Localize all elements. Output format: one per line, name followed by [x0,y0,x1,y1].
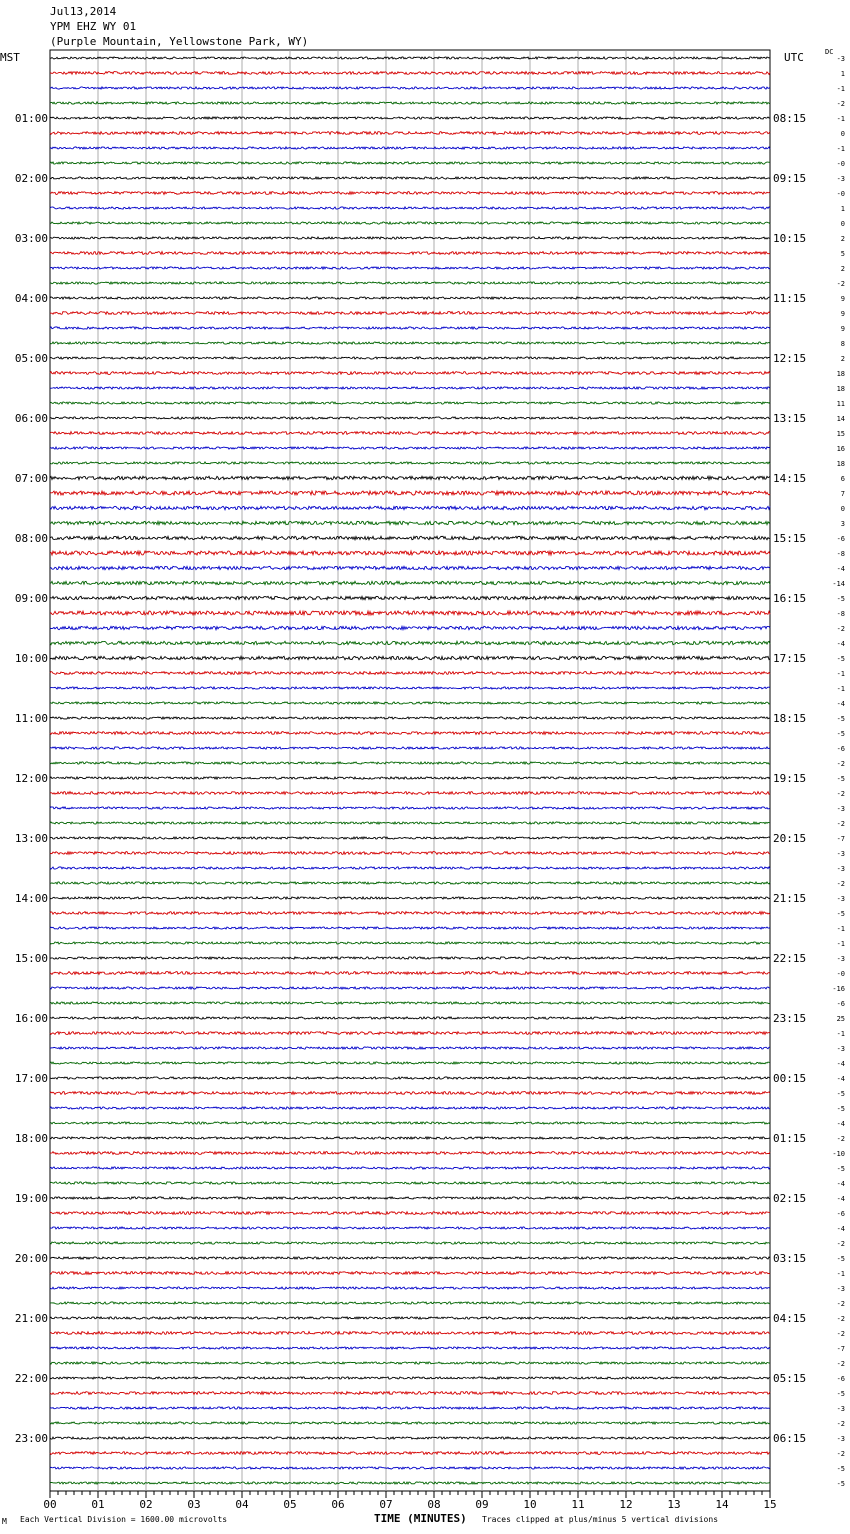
seismic-trace [50,641,770,644]
dc-offset-value: -10 [832,1150,845,1158]
dc-offset-value: -0 [836,190,845,198]
dc-offset-value: 8 [840,340,845,348]
dc-offset-value: -2 [836,880,845,888]
dc-offset-value: 18 [836,385,845,393]
left-hour-label: 01:00 [14,112,48,125]
dc-offset-value: 2 [840,265,845,273]
dc-offset-value: -5 [836,910,845,918]
seismic-trace [50,476,770,479]
seismic-trace [50,1422,770,1424]
dc-offset-value: 15 [836,430,845,438]
x-tick-label: 05 [283,1498,297,1511]
corner-mark: M [2,1517,7,1526]
scale-note: Each Vertical Division = 1600.00 microvolts [20,1515,228,1524]
seismic-trace [50,1077,770,1079]
dc-offset-value: -4 [836,565,845,573]
seismic-trace [50,732,770,735]
dc-offset-value: 2 [840,355,845,363]
plot-date: Jul13,2014 [50,5,117,18]
seismic-trace [50,822,770,824]
right-hour-label: 13:15 [773,412,807,425]
dc-offset-value: -5 [836,1090,845,1098]
seismic-trace [50,432,770,435]
left-hour-label: 09:00 [14,592,48,605]
right-hour-label: 21:15 [773,892,807,905]
seismic-trace [50,1452,770,1455]
seismic-trace [50,1092,770,1095]
left-hour-label: 03:00 [14,232,48,245]
dc-offset-value: -14 [832,580,845,588]
dc-offset-value: -1 [836,1030,845,1038]
x-axis-title: TIME (MINUTES) [374,1512,467,1525]
dc-offset-value: -2 [836,820,845,828]
seismic-trace [50,1272,770,1275]
dc-offset-value: -3 [836,1435,845,1443]
left-hour-label: 08:00 [14,532,48,545]
x-tick-label: 00 [43,1498,57,1511]
dc-offset-value: -3 [836,805,845,813]
seismic-trace [50,837,770,839]
x-tick-label: 12 [619,1498,633,1511]
seismic-trace [50,957,770,959]
seismic-trace [50,312,770,315]
seismic-trace [50,852,770,855]
dc-offset-value: -5 [836,1105,845,1113]
dc-offset-value: -1 [836,670,845,678]
dc-offset-value: -3 [836,175,845,183]
left-hour-label: 17:00 [14,1072,48,1085]
station-location: (Purple Mountain, Yellowstone Park, WY) [50,35,309,48]
seismic-trace [50,117,770,119]
seismic-trace [50,147,770,149]
seismic-trace [50,402,770,404]
seismic-trace [50,1407,770,1409]
seismic-trace [50,747,770,749]
seismic-trace [50,1182,770,1184]
dc-offset-value: -2 [836,1240,845,1248]
seismic-trace [50,102,770,104]
seismic-trace [50,1482,770,1484]
dc-offset-value: -5 [836,775,845,783]
dc-offset-value: -5 [836,715,845,723]
right-hour-label: 16:15 [773,592,807,605]
left-hour-label: 07:00 [14,472,48,485]
dc-offset-value: 9 [840,325,845,333]
seismic-trace [50,447,770,449]
right-hour-label: 10:15 [773,232,807,245]
dc-offset-value: -2 [836,1420,845,1428]
seismic-trace [50,521,770,524]
x-tick-label: 15 [763,1498,777,1511]
right-hour-label: 03:15 [773,1252,807,1265]
seismic-trace [50,491,770,495]
dc-offset-value: -4 [836,1075,845,1083]
dc-offset-value: -3 [836,895,845,903]
seismic-trace [50,551,770,555]
dc-offset-value: -5 [836,1465,845,1473]
seismic-trace [50,972,770,975]
seismic-trace [50,596,770,599]
x-tick-label: 13 [667,1498,681,1511]
right-hour-label: 02:15 [773,1192,807,1205]
right-hour-label: 00:15 [773,1072,807,1085]
seismic-trace [50,462,770,464]
plot-frame [50,50,770,1491]
seismic-trace [50,717,770,719]
right-hour-label: 08:15 [773,112,807,125]
dc-offset-value: -3 [836,1405,845,1413]
seismic-trace [50,1122,770,1124]
seismic-trace [50,1167,770,1169]
x-tick-label: 06 [331,1498,345,1511]
station-code: YPM EHZ WY 01 [50,20,137,33]
left-hour-label: 15:00 [14,952,48,965]
dc-offset-value: 3 [840,520,845,528]
seismic-trace [50,687,770,689]
seismic-trace [50,867,770,869]
seismic-trace [50,1332,770,1335]
seismic-trace [50,927,770,929]
left-hour-label: 19:00 [14,1192,48,1205]
dc-offset-value: 0 [840,220,845,228]
dc-offset-value: -4 [836,1120,845,1128]
dc-offset-value: -4 [836,1060,845,1068]
dc-offset-value: -3 [836,1285,845,1293]
left-hour-label: 05:00 [14,352,48,365]
seismic-trace [50,1197,770,1199]
dc-offset-value: -3 [836,1045,845,1053]
dc-offset-value: 6 [840,475,845,483]
dc-offset-value: -2 [836,790,845,798]
x-tick-label: 03 [187,1498,201,1511]
seismic-trace [50,626,770,629]
dc-offset-value: -5 [836,1255,845,1263]
seismic-trace [50,777,770,779]
dc-offset-value: -3 [836,55,845,63]
right-hour-label: 20:15 [773,832,807,845]
seismic-trace [50,1212,770,1215]
seismic-trace [50,387,770,389]
right-hour-label: 14:15 [773,472,807,485]
seismic-trace [50,87,770,89]
seismic-trace [50,72,770,75]
left-hour-label: 10:00 [14,652,48,665]
dc-offset-value: -5 [836,1165,845,1173]
left-hour-label: 02:00 [14,172,48,185]
seismic-trace [50,942,770,944]
seismic-trace [50,897,770,899]
dc-offset-value: -1 [836,145,845,153]
seismic-trace [50,1242,770,1244]
left-hour-label: 11:00 [14,712,48,725]
left-hour-label: 06:00 [14,412,48,425]
clip-note: Traces clipped at plus/minus 5 vertical divisions [482,1515,719,1524]
dc-offset-value: -4 [836,700,845,708]
seismic-trace [50,762,770,764]
seismic-trace [50,566,770,569]
seismic-trace [50,222,770,224]
dc-offset-value: -2 [836,1315,845,1323]
dc-offset-value: -1 [836,685,845,693]
x-tick-label: 02 [139,1498,153,1511]
dc-offset-value: -5 [836,1480,845,1488]
dc-offset-value: 7 [840,490,845,498]
seismic-trace [50,1107,770,1109]
dc-offset-value: 25 [836,1015,845,1023]
dc-offset-value: -2 [836,1135,845,1143]
seismic-trace [50,987,770,989]
dc-offset-value: -2 [836,760,845,768]
seismic-trace [50,882,770,884]
right-hour-label: 05:15 [773,1372,807,1385]
seismic-trace [50,1047,770,1049]
seismic-trace [50,792,770,795]
dc-offset-value: -6 [836,1375,845,1383]
dc-offset-value: -2 [836,100,845,108]
seismic-trace [50,1302,770,1304]
seismic-trace [50,1017,770,1019]
dc-offset-value: -3 [836,955,845,963]
dc-offset-value: -6 [836,1210,845,1218]
dc-offset-value: -4 [836,1180,845,1188]
dc-offset-value: -1 [836,940,845,948]
x-tick-label: 09 [475,1498,489,1511]
seismic-trace [50,132,770,135]
x-tick-label: 14 [715,1498,729,1511]
seismic-trace [50,1467,770,1469]
dc-offset-value: -0 [836,970,845,978]
right-hour-label: 17:15 [773,652,807,665]
seismic-trace [50,1437,770,1439]
left-timezone-label: MST [0,51,20,64]
right-hour-label: 23:15 [773,1012,807,1025]
dc-offset-value: -1 [836,1270,845,1278]
dc-offset-value: -7 [836,835,845,843]
seismic-trace [50,207,770,209]
left-hour-label: 18:00 [14,1132,48,1145]
seismic-trace [50,656,770,659]
seismic-trace [50,1392,770,1395]
right-hour-label: 12:15 [773,352,807,365]
seismic-trace [50,1137,770,1139]
dc-offset-value: 0 [840,505,845,513]
dc-offset-value: -2 [836,1300,845,1308]
dc-offset-value: -2 [836,1450,845,1458]
seismic-trace [50,1347,770,1349]
dc-offset-value: -1 [836,85,845,93]
seismic-trace [50,807,770,809]
left-hour-label: 20:00 [14,1252,48,1265]
dc-offset-value: -2 [836,625,845,633]
seismic-trace [50,297,770,299]
dc-offset-value: -8 [836,550,845,558]
seismic-trace [50,237,770,239]
dc-offset-value: -5 [836,730,845,738]
seismic-trace [50,1062,770,1064]
x-tick-label: 10 [523,1498,537,1511]
dc-offset-value: 9 [840,295,845,303]
right-hour-label: 19:15 [773,772,807,785]
seismic-trace [50,1227,770,1229]
seismic-trace [50,912,770,915]
left-hour-label: 14:00 [14,892,48,905]
left-hour-label: 04:00 [14,292,48,305]
seismic-trace [50,581,770,584]
seismic-trace [50,611,770,615]
seismic-trace [50,536,770,539]
seismic-trace [50,372,770,375]
seismic-trace [50,252,770,255]
seismic-trace [50,267,770,269]
dc-offset-value: -3 [836,850,845,858]
seismic-trace [50,506,770,509]
seismic-trace [50,357,770,359]
dc-offset-value: -5 [836,655,845,663]
dc-offset-value: 1 [840,70,845,78]
left-hour-label: 16:00 [14,1012,48,1025]
seismic-trace [50,1317,770,1319]
seismic-trace [50,417,770,419]
seismic-trace [50,282,770,284]
seismic-trace [50,1257,770,1259]
right-hour-label: 22:15 [773,952,807,965]
right-timezone-label: UTC [784,51,804,64]
dc-offset-value: -5 [836,595,845,603]
dc-offset-value: 0 [840,130,845,138]
seismic-trace [50,672,770,675]
right-hour-label: 01:15 [773,1132,807,1145]
dc-offset-value: -4 [836,1225,845,1233]
seismic-trace [50,342,770,344]
x-tick-label: 11 [571,1498,585,1511]
right-hour-label: 15:15 [773,532,807,545]
left-hour-label: 22:00 [14,1372,48,1385]
right-hour-label: 09:15 [773,172,807,185]
dc-offset-value: -2 [836,280,845,288]
dc-offset-value: -3 [836,865,845,873]
seismic-trace [50,1032,770,1035]
dc-offset-value: 5 [840,250,845,258]
seismic-trace [50,702,770,704]
x-tick-label: 07 [379,1498,393,1511]
right-hour-label: 18:15 [773,712,807,725]
dc-offset-value: -4 [836,1195,845,1203]
dc-offset-value: -4 [836,640,845,648]
dc-offset-value: -7 [836,1345,845,1353]
dc-offset-value: -6 [836,535,845,543]
dc-offset-value: 16 [836,445,845,453]
dc-offset-header: DC [825,48,834,56]
dc-offset-value: -2 [836,1330,845,1338]
x-tick-label: 04 [235,1498,249,1511]
seismic-trace [50,1377,770,1379]
seismic-trace [50,162,770,164]
dc-offset-value: -2 [836,1360,845,1368]
dc-offset-value: 9 [840,310,845,318]
left-hour-label: 23:00 [14,1432,48,1445]
dc-offset-value: -6 [836,1000,845,1008]
dc-offset-value: 11 [836,400,845,408]
right-hour-label: 06:15 [773,1432,807,1445]
seismic-trace [50,1362,770,1364]
dc-offset-value: 18 [836,370,845,378]
dc-offset-value: -16 [832,985,845,993]
x-tick-label: 08 [427,1498,441,1511]
right-hour-label: 11:15 [773,292,807,305]
x-tick-label: 01 [91,1498,105,1511]
seismic-trace [50,192,770,195]
dc-offset-value: 2 [840,235,845,243]
seismic-trace [50,1002,770,1004]
dc-offset-value: 1 [840,205,845,213]
seismic-trace [50,327,770,329]
dc-offset-value: -1 [836,925,845,933]
dc-offset-value: -5 [836,1390,845,1398]
seismic-trace [50,1152,770,1155]
dc-offset-value: 14 [836,415,845,423]
left-hour-label: 12:00 [14,772,48,785]
dc-offset-value: -8 [836,610,845,618]
seismic-trace [50,1287,770,1289]
right-hour-label: 04:15 [773,1312,807,1325]
left-hour-label: 21:00 [14,1312,48,1325]
dc-offset-value: -0 [836,160,845,168]
dc-offset-value: -1 [836,115,845,123]
seismic-trace [50,177,770,179]
left-hour-label: 13:00 [14,832,48,845]
dc-offset-value: -6 [836,745,845,753]
seismic-trace [50,57,770,59]
dc-offset-value: 18 [836,460,845,468]
